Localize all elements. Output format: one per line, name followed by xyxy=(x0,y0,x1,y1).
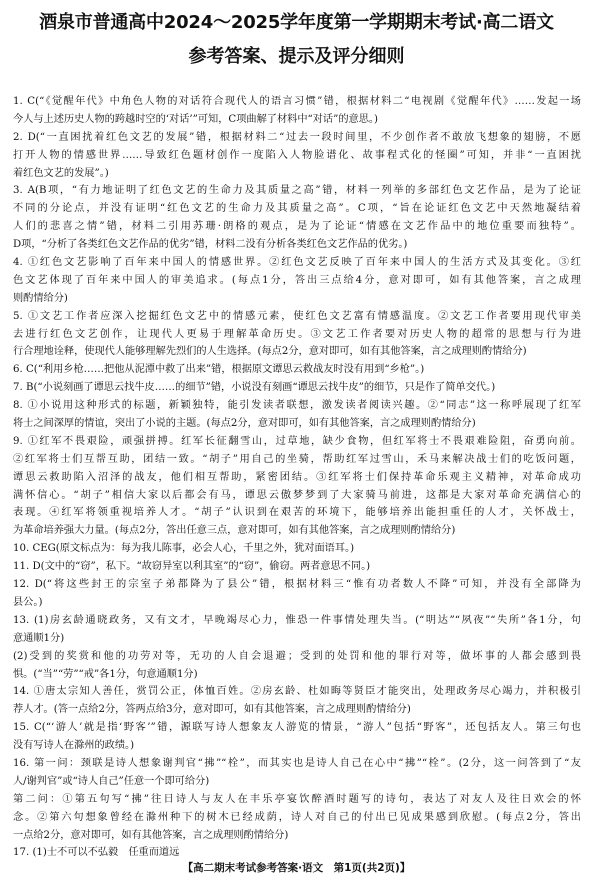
answer-line: 9. ①红军不畏艰险，顽强拼搏。红军长征翻雪山，过草地，缺少食物，但红军将士不畏艰难险阻，奋勇向前。 xyxy=(13,435,581,447)
answer-line: 色文艺体现了百年来中国人的审美追求。(每点1分，答出三点给4分，意对即可，如有其他答案，言之成理 xyxy=(13,274,581,286)
answer-line: D项，“分析了各类红色文艺作品的优劣”错，材料二没有分析各类红色文艺作品的优劣。) xyxy=(13,239,408,251)
answer-line: 人/谢判官”或“诗人自己”任意一个即可给分) xyxy=(13,775,210,787)
answer-line: ②红军将士们互帮互助，团结一致。“胡子”用自己的坐骑，帮助红军过雪山，禾马来解决战士们的吃饭问题， xyxy=(13,453,581,465)
answer-line: 11. D(文中的“窃”，私下。“故窃异室以利其室”的“窃”，偷窃。两者意思不同。) xyxy=(13,561,371,573)
answer-line: 为革命培养强大力量。(每点2分，答出任意三点，意对即可，如有其他答案，言之成理则酌情给分) xyxy=(13,525,456,537)
answer-line: 谭思云救助陷入沼泽的战友，他们相互帮助，紧密团结。③红军将士们保持革命乐观主义精神，对革命成功 xyxy=(13,471,581,483)
answer-line: (2)受到的奖赏和他的功劳对等，无功的人自会退避；受到的处罚和他的罪行对等，做坏事的人都会感到畏 xyxy=(13,650,581,662)
answer-line: 12. D(“将这些封王的宗室子弟都降为了县公”错，根据材料三“惟有功者数人不降”可知，并没有全部降为 xyxy=(13,579,581,591)
answer-line: 10. CEG(原文标点为：每为我儿陈事，必会人心，千里之外，犹对面语耳。) xyxy=(13,543,355,555)
answer-line: 行合理地诠释，使现代人能够理解先烈们的人生选择。(每点2分，意对即可，如有其他答案，言之成理则酌情给分) xyxy=(13,346,527,358)
page-footer: 【高二期末考试参考答案·语文 第1页(共2页)】 xyxy=(182,862,411,874)
answer-line: 荐人才。(答一点给2分，答两点给3分，意对即可，如有其他答案，言之成理则酌情给分) xyxy=(13,704,411,716)
answer-line: 4. ①红色文艺影响了百年来中国人的情感世界。②红色文艺反映了百年来中国人的生活方式及其变化。③红 xyxy=(13,257,581,269)
answer-line: 1. C(“《觉醒年代》中角色人物的对话符合现代人的语言习惯”错，根据材料二“电视剧《觉醒年代》……发起一场 xyxy=(13,96,581,107)
answer-line: 13. (1)房玄龄通晓政务，又有文才，早晚竭尽心力，惟恐一件事情处理失当。(“明达”“夙夜”“失所”各1分，句 xyxy=(13,614,581,626)
answer-line: 第二问：①第五句写“拂”往日诗人与友人在丰乐亭宴饮醉酒时题写的诗句，表达了对友人及往日欢会的怀 xyxy=(13,793,581,805)
answer-line: 8. ①小说用这种形式的标题，新颖独特，能引发读者联想，激发读者阅读兴趣。②“同志”这一称呼展现了红军 xyxy=(13,400,581,412)
answer-line: 将士之间深厚的情谊，突出了小说的主题。(每点2分，意对即可，如有其他答案，言之成理则酌情给分) xyxy=(13,418,476,430)
answer-line: 表现。④红军将领重视培养人才。“胡子”认识到在艰苦的环境下，能够培养出能担重任的人才，关怀战士， xyxy=(13,507,581,519)
answer-line: 今人与上述历史人物的跨越时空的‘对话’”可知，C项曲解了材料中“对话”的意思。) xyxy=(13,113,378,125)
answer-line: 打开人物的情感世界……导致红色题材创作一度陷入人物脸谱化、故事程式化的怪圈”可知，并非“一直困扰 xyxy=(13,149,581,161)
answer-line: 15. C(“‘游人’就是指‘野客’”错，源联写诗人想象友人游览的情景，“游人”包括“野客”，还包括友人。第三句也 xyxy=(13,722,581,734)
answer-line: 着红色文艺的发展”。) xyxy=(13,167,109,179)
answer-line: 惧。(“当”“劳”“戒”各1分，句意通顺1分) xyxy=(13,668,198,680)
answer-line: 去进行红色文艺创作，让现代人更易于理解革命历史。③文艺工作者要对历史人物的超常的思想与行为进 xyxy=(13,328,581,340)
document-title: 酒泉市普通高中2024～2025学年度第一学期期末考试·高二语文 xyxy=(39,12,554,33)
answer-line: 念。②第六句想象曾经在滁州种下的树木已经成荫，诗人对自己的付出已见成果感到欣慰。(每点2分，答出 xyxy=(13,811,581,823)
answer-line: 16. 第一问：颈联是诗人想象谢判官“拂”“栓”，而其实也是诗人自己在心中“拂”“栓”。(2分，这一问答到了“友 xyxy=(13,757,581,769)
answer-line: 7. B(“小说刻画了谭思云找牛皮……的细节”错，小说没有刻画“谭思云找牛皮”的细节，只是作了简单交代。) xyxy=(13,382,496,394)
answer-line: 5. ①文艺工作者应深入挖掘红色文艺中的情感元素，使红色文艺富有情感温度。②文艺工作者要用现代审美 xyxy=(13,310,581,322)
answer-line: 人们的悲喜之情”错，材料二引用苏珊·朗格的观点，是为了论证“情感在文艺作品中的地位重要而独特”。 xyxy=(13,221,581,233)
answer-line: 17. (1)士不可以不弘毅 任重而道远 xyxy=(13,847,180,859)
answer-line: 县公。) xyxy=(13,596,43,608)
answer-line: 意通顺1分) xyxy=(13,632,65,644)
answer-line: 2. D(“一直困扰着红色文艺的发展”错，根据材料二“过去一段时间里，不少创作者不敢放飞想象的翅膀，不愿 xyxy=(13,131,581,143)
answer-line: 一点给2分，意对即可，如有其他答案，言之成理则酌情给分) xyxy=(13,829,289,841)
answer-line: 则酌情给分) xyxy=(13,292,68,304)
answer-line: 不同的分论点，并没有证明“红色文艺的生命力及其质量之高”。C项，“旨在论证红色文艺中天然地凝结着 xyxy=(13,203,581,215)
answer-line: 14. ①唐太宗知人善任，赏罚公正，体恤百姓。②房玄龄、杜如晦等贤臣才能突出，处理政务尽心竭力，并积极引 xyxy=(13,686,581,698)
document-subtitle: 参考答案、提示及评分细则 xyxy=(188,46,405,67)
answer-line: 没有写诗人在滁州的政绩。) xyxy=(13,740,135,752)
answer-line: 满怀信心。“胡子”相信大家以后都会有马，谭思云傲梦梦到了大家骑马前进，这都是大家对革命充满信心的 xyxy=(13,489,581,501)
answer-line: 6. C(“利用乡枪……把他从泥潭中救了出来”错，根据原文谭思云救战友时没有用到“乡枪”。) xyxy=(13,364,425,376)
answer-content xyxy=(13,93,581,862)
answer-line: 3. A(B项，“有力地证明了红色文艺的生命力及其质量之高”错，材料一列举的多部红色文艺作品，是为了论证 xyxy=(13,185,581,197)
